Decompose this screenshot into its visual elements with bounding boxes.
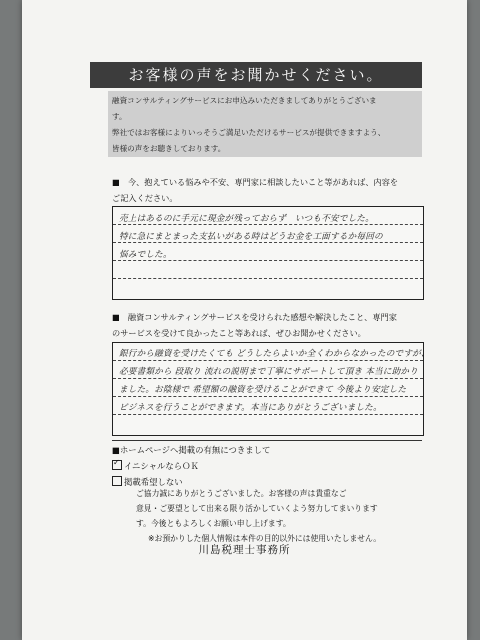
thanks-line: ご協力誠にありがとうございました。お客様の声は貴重なご [136, 489, 347, 498]
handwritten-answer-line: ビジネスを行うことができます。本当にありがとうございました。 [119, 403, 382, 413]
ruled-line [113, 396, 423, 397]
ruled-line [113, 224, 423, 225]
thanks-line: す。今後ともよろしくお願い申し上げます。 [136, 519, 291, 528]
ruled-line [113, 242, 423, 243]
privacy-note: ※お預かりした個人情報は本件の目的以外には使用いたしません。 [148, 534, 382, 543]
intro-line: 皆様の声をお聴きしております。 [112, 144, 226, 153]
ruled-line [113, 278, 423, 279]
intro-line: 弊社ではお客様によりいっそうご満足いただけるサービスが提供できますよう、 [112, 128, 386, 137]
intro-line: 融資コンサルティングサービスにお申込みいただきましてありがとうございま [112, 96, 377, 105]
answer-2-box[interactable] [112, 342, 430, 436]
section-divider [112, 440, 422, 441]
handwritten-answer-line: 必要書類から 段取り 流れの説明まで丁寧にサポートして頂き 本当に助かり [119, 367, 418, 377]
office-name: 川島税理士事務所 [198, 544, 291, 556]
thanks-line: 意見・ご要望として出来る限り活かしていくよう努力してまいります [136, 504, 378, 513]
handwritten-answer-line: 特に急にまとまった支払いがある時はどうお金を工面するか毎回の [119, 232, 383, 242]
question-1-line: ■ 今、抱えている悩みや不安、専門家に相談したいこと等があれば、内容を [112, 177, 399, 187]
thanks-text [136, 486, 422, 546]
intro-text [108, 91, 422, 157]
intro-line: す。 [112, 112, 127, 121]
handwritten-answer-line: 売上はあるのに手元に現金が残っておらず いつも不安でした。 [119, 214, 375, 224]
option-label: 掲載希望しない [124, 477, 183, 487]
ruled-line [113, 378, 423, 379]
checkbox-checked-icon[interactable] [112, 460, 122, 470]
page-title: お客様の声をお聞かせください。 [90, 62, 422, 88]
handwritten-answer-line: 銀行から融資を受けたくても どうしたらよいか全くわからなかったのですが、 [119, 349, 430, 359]
handwritten-answer-line: 悩みでした。 [119, 250, 172, 260]
question-2-line: ■ 融資コンサルティングサービスを受けられた感想や解決したこと、専門家 [112, 312, 397, 322]
question-1-line: ご記入ください。 [112, 193, 178, 203]
option-label: イニシャルならＯＫ [124, 461, 199, 471]
survey-sheet [22, 0, 467, 640]
checkmark-icon: ✓ [113, 458, 120, 467]
answer-1-box[interactable] [112, 206, 424, 300]
checkbox-empty-icon[interactable] [112, 476, 122, 486]
question-2-line: のサービスを受けて良かったこと等あれば、ぜひお聞かせください。 [112, 328, 366, 338]
question-3-title: ■ホームページへ掲載の有無につきまして [112, 445, 271, 455]
option-initials-ok[interactable] [112, 460, 199, 472]
ruled-line [113, 414, 423, 415]
ruled-line [113, 260, 423, 261]
handwritten-answer-line: ました。お陰様で 希望額の融資を受けることができて 今後より安定した [119, 385, 407, 395]
ruled-line [113, 360, 423, 361]
